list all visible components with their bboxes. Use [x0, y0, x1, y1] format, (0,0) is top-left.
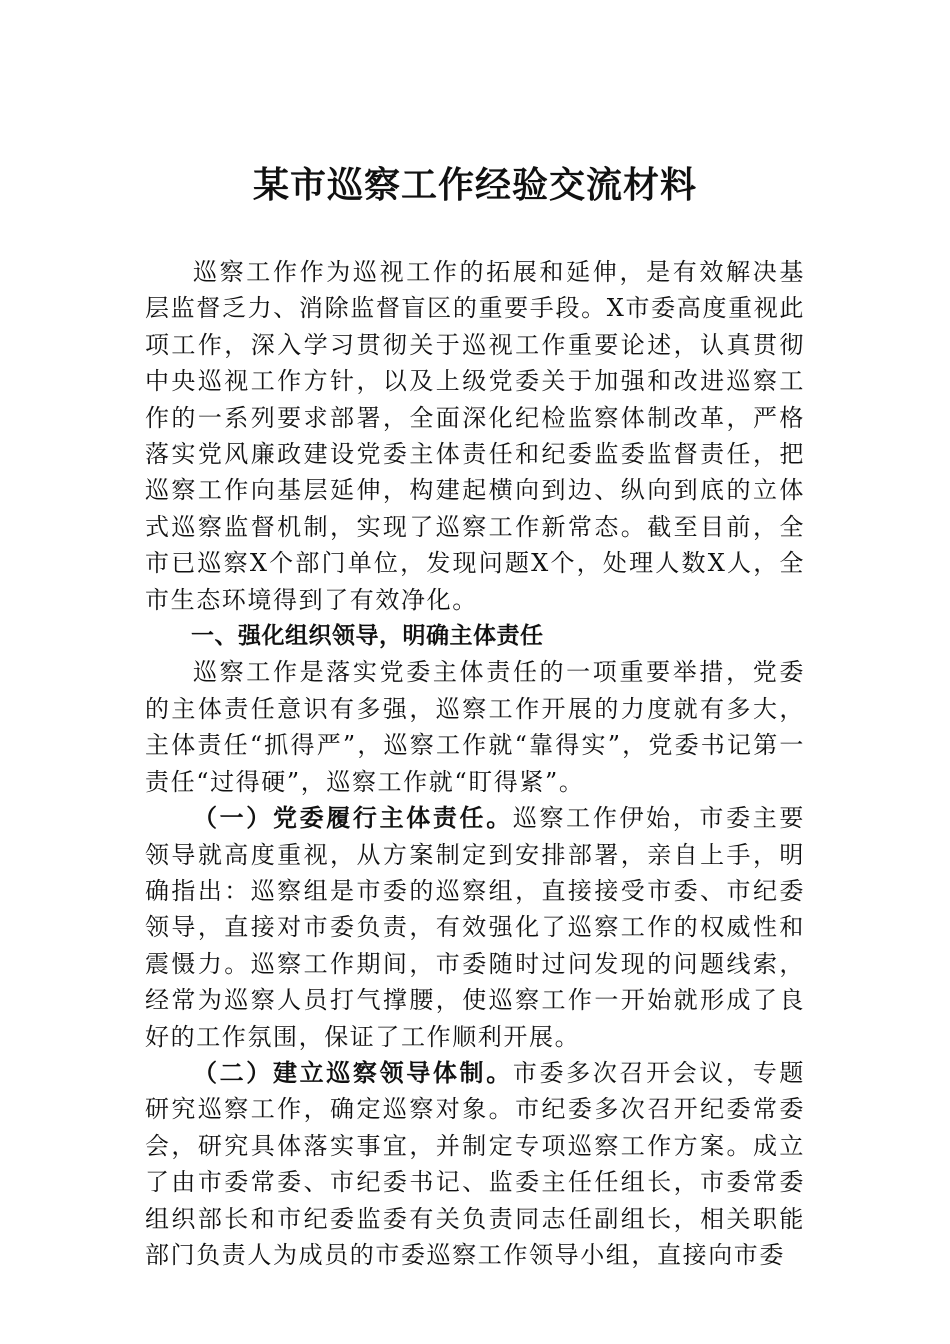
document-title: 某市巡察工作经验交流材料: [252, 164, 697, 206]
document-body: [145, 254, 805, 1273]
subsection-2-text: 市委多次召开会议，专题研究巡察工作，确定巡察对象。市纪委多次召开纪委常委会，研究具体落实事宜，并制定专项巡察工作方案。成立了由市委常委、市纪委书记、监委主任任组长，市委常委组织部长和市纪委监委有关负责同志任副组长，相关职能部门负责人为成员的市委巡察工作领导小组，直接向市委: [145, 1058, 805, 1269]
subsection-1-label: （一）党委履行主体责任。: [193, 803, 513, 833]
subsection-2-label: （二）建立巡察领导体制。: [193, 1057, 513, 1087]
subsection-2-paragraph: [145, 1055, 805, 1273]
intro-paragraph: 巡察工作作为巡视工作的拓展和延伸，是有效解决基层监督乏力、消除监督盲区的重要手段。X市委高度重视此项工作，深入学习贯彻关于巡视工作重要论述，认真贯彻中央巡视工作方针，以及上级党委关于加强和改进巡察工作的一系列要求部署，全面深化纪检监察体制改革，严格落实党风廉政建设党委主体责任和纪委监委监督责任，把巡察工作向基层延伸，构建起横向到边、纵向到底的立体式巡察监督机制，实现了巡察工作新常态。截至目前，全市已巡察X个部门单位，发现问题X个，处理人数X人，全市生态环境得到了有效净化。: [145, 258, 805, 614]
section-heading: 一、强化组织领导，明确主体责任: [191, 623, 544, 650]
subsection-1-paragraph: [145, 800, 805, 1055]
section-lead-paragraph: 巡察工作是落实党委主体责任的一项重要举措，党委的主体责任意识有多强，巡察工作开展的力度就有多大，主体责任“抓得严”，巡察工作就“靠得实”，党委书记第一责任“过得硬”，巡察工作就“盯得紧”。: [145, 658, 805, 796]
subsection-1-text: 巡察工作伊始，市委主要领导就高度重视，从方案制定到安排部署，亲自上手，明确指出：巡察组是市委的巡察组，直接接受市委、市纪委领导，直接对市委负责，有效强化了巡察工作的权威性和震慑力。巡察工作期间，市委随时过问发现的问题线索，经常为巡察人员打气撑腰，使巡察工作一开始就形成了良好的工作氛围，保证了工作顺利开展。: [145, 804, 805, 1051]
